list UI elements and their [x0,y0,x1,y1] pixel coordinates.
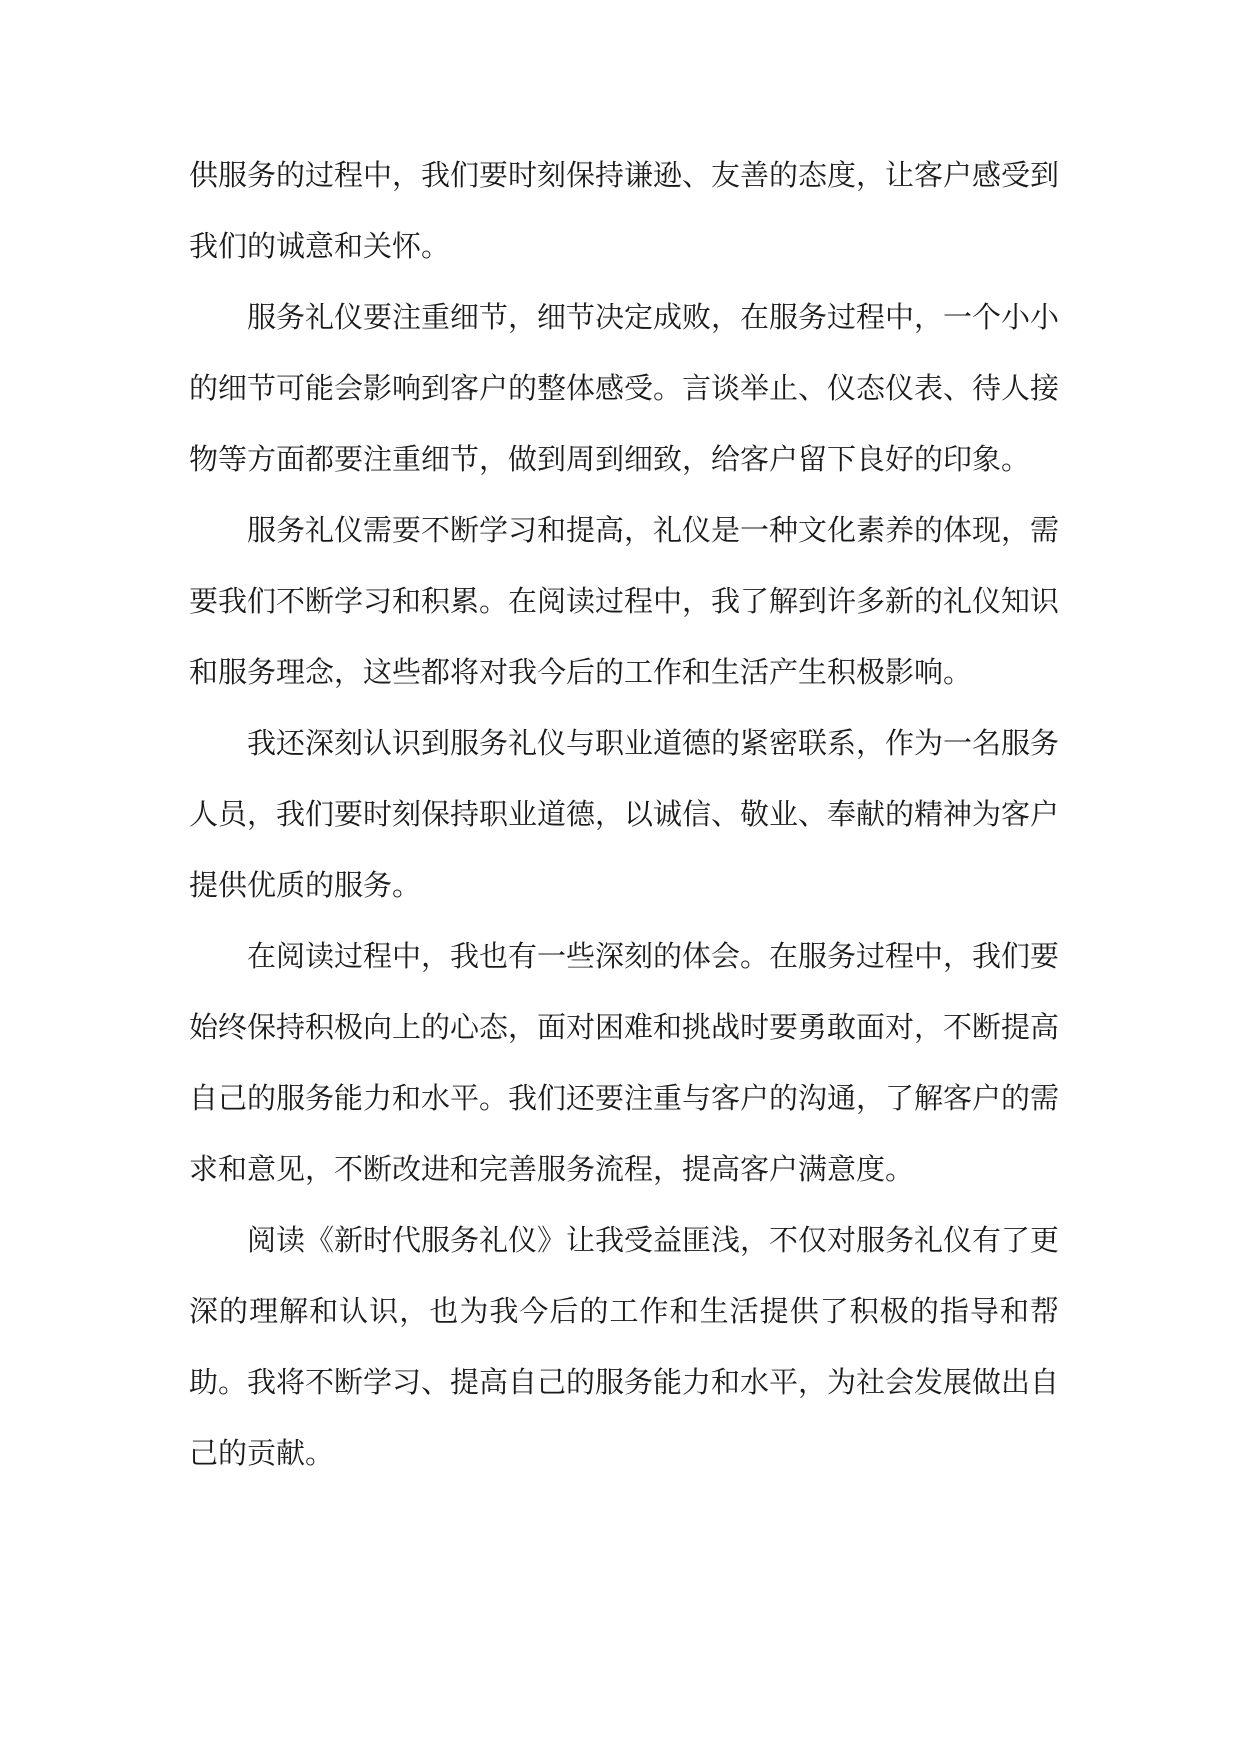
paragraph-conclusion: 阅读《新时代服务礼仪》让我受益匪浅，不仅对服务礼仪有了更深的理解和认识，也为我今后的工作和生活提供了积极的指导和帮助。我将不断学习、提高自己的服务能力和水平，为社会发展做出自己的贡献。 [189,1223,1060,1470]
paragraph-learning: 服务礼仪需要不断学习和提高，礼仪是一种文化素养的体现，需要我们不断学习和积累。在阅读过程中，我了解到许多新的礼仪知识和服务理念，这些都将对我今后的工作和生活产生积极影响。 [189,513,1060,689]
paragraph-ethics: 我还深刻认识到服务礼仪与职业道德的紧密联系，作为一名服务人员，我们要时刻保持职业道德，以诚信、敬业、奉献的精神为客户提供优质的服务。 [189,726,1060,902]
paragraph-experience: 在阅读过程中，我也有一些深刻的体会。在服务过程中，我们要始终保持积极向上的心态，面对困难和挑战时要勇敢面对，不断提高自己的服务能力和水平。我们还要注重与客户的沟通，了解客户的需求和意见，不断改进和完善服务流程，提高客户满意度。 [189,939,1060,1186]
paragraph-details: 服务礼仪要注重细节，细节决定成败，在服务过程中，一个小小的细节可能会影响到客户的整体感受。言谈举止、仪态仪表、待人接物等方面都要注重细节，做到周到细致，给客户留下良好的印象。 [189,300,1060,476]
paragraph-continued: 供服务的过程中，我们要时刻保持谦逊、友善的态度，让客户感受到我们的诚意和关怀。 [189,158,1060,263]
document-body [189,140,1059,1489]
